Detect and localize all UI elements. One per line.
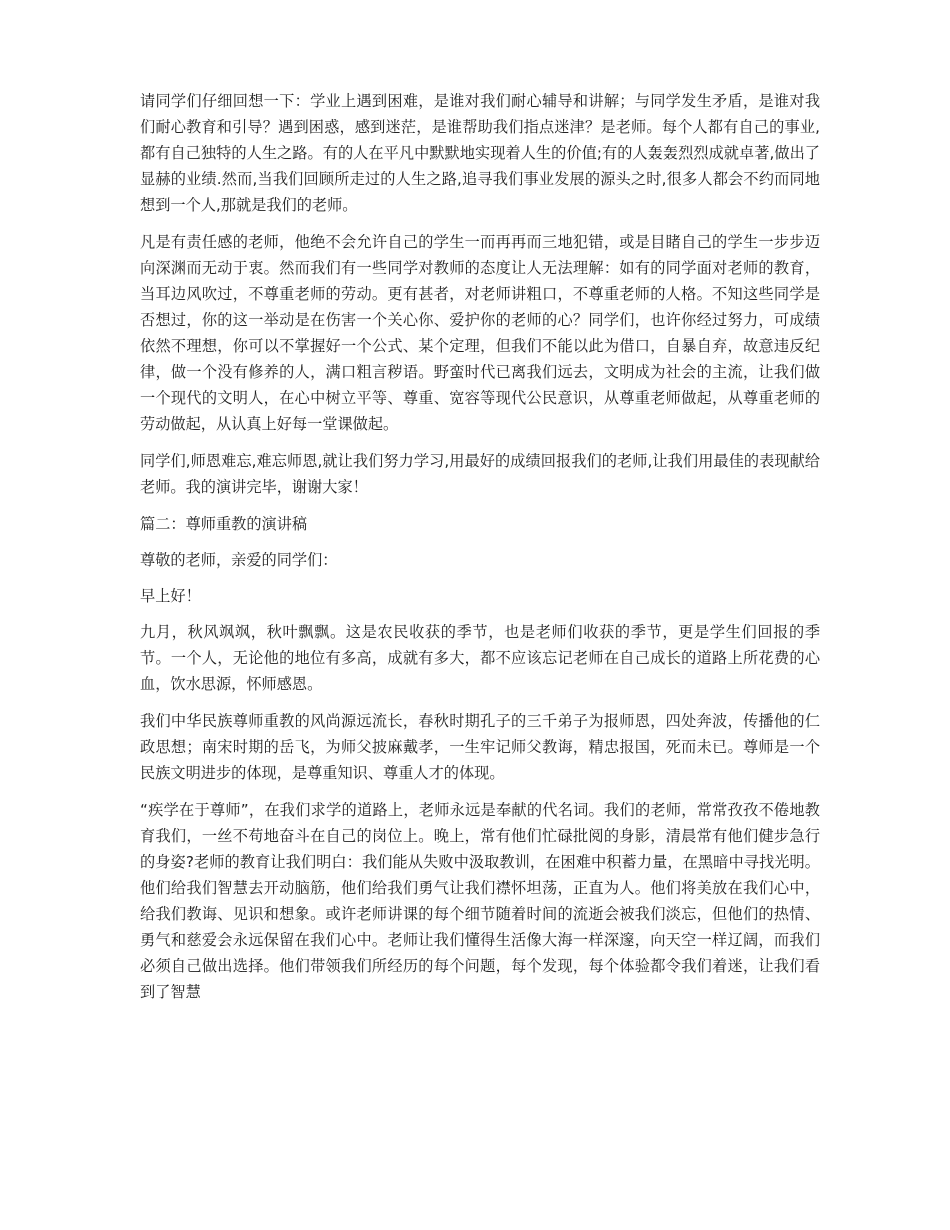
paragraph-4: 九月，秋风飒飒，秋叶飘飘。这是农民收获的季节，也是老师们收获的季节，更是学生们回报的季节。一个人，无论他的地位有多高，成就有多大，都不应该忘记老师在自己成长的道路上所花费的心血，饮水思源，怀师感恩。 (140, 623, 820, 693)
section-title: 篇二：尊师重教的演讲稿 (140, 515, 308, 533)
greeting: 早上好！ (140, 587, 201, 605)
paragraph-3: 同学们,师恩难忘,难忘师恩,就让我们努力学习,用最好的成绩回报我们的老师,让我们用最佳的表现献给老师。我的演讲完毕，谢谢大家！ (140, 452, 820, 496)
salutation: 尊敬的老师，亲爱的同学们： (140, 551, 338, 569)
paragraph-1: 请同学们仔细回想一下：学业上遇到困难，是谁对我们耐心辅导和讲解；与同学发生矛盾，是谁对我们耐心教育和引导？遇到困惑，感到迷茫，是谁帮助我们指点迷津？是老师。每个人都有自己的事业,都有自己独特的人生之路。有的人在平凡中默默地实现着人生的价值;有的人轰轰烈烈成就卓著,做出了显赫的业绩.然而,当我们回顾所走过的人生之路,追寻我们事业发展的源头之时,很多人都会不约而同地想到一个人,那就是我们的老师。 (140, 92, 820, 214)
document-page (140, 88, 820, 1016)
paragraph-6: “疾学在于尊师”，在我们求学的道路上，老师永远是奉献的代名词。我们的老师，常常孜孜不倦地教育我们，一丝不苟地奋斗在自己的岗位上。晚上，常有他们忙碌批阅的身影，清晨常有他们健步急行的身姿?老师的教育让我们明白：我们能从失败中汲取教训，在困难中积蓄力量，在黑暗中寻找光明。他们给我们智慧去开动脑筋，他们给我们勇气让我们襟怀坦荡，正直为人。他们将美放在我们心中，给我们教诲、见识和想象。或许老师讲课的每个细节随着时间的流逝会被我们淡忘，但他们的热情、勇气和慈爱会永远保留在我们心中。老师让我们懂得生活像大海一样深邃，向天空一样辽阔，而我们必须自己做出选择。他们带领我们所经历的每个问题，每个发现，每个体验都令我们着迷，让我们看到了智慧 (140, 801, 820, 1001)
paragraph-5: 我们中华民族尊师重教的风尚源远流长，春秋时期孔子的三千弟子为报师恩，四处奔波，传播他的仁政思想；南宋时期的岳飞，为师父披麻戴孝，一生牢记师父教诲，精忠报国，死而未已。尊师是一个民族文明进步的体现，是尊重知识、尊重人才的体现。 (140, 712, 820, 782)
paragraph-2: 凡是有责任感的老师，他绝不会允许自己的学生一而再再而三地犯错，或是目睹自己的学生一步步迈向深渊而无动于衷。然而我们有一些同学对教师的态度让人无法理解：如有的同学面对老师的教育，当耳边风吹过，不尊重老师的劳动。更有甚者，对老师讲粗口，不尊重老师的人格。不知这些同学是否想过，你的这一举动是在伤害一个关心你、爱护你的老师的心？同学们，也许你经过努力，可成绩依然不理想，你可以不掌握好一个公式、某个定理，但我们不能以此为借口，自暴自弃，故意违反纪律，做一个没有修养的人，满口粗言秽语。野蛮时代已离我们远去，文明成为社会的主流，让我们做一个现代的文明人，在心中树立平等、尊重、宽容等现代公民意识，从尊重老师做起，从尊重老师的劳动做起，从认真上好每一堂课做起。 (140, 233, 820, 433)
